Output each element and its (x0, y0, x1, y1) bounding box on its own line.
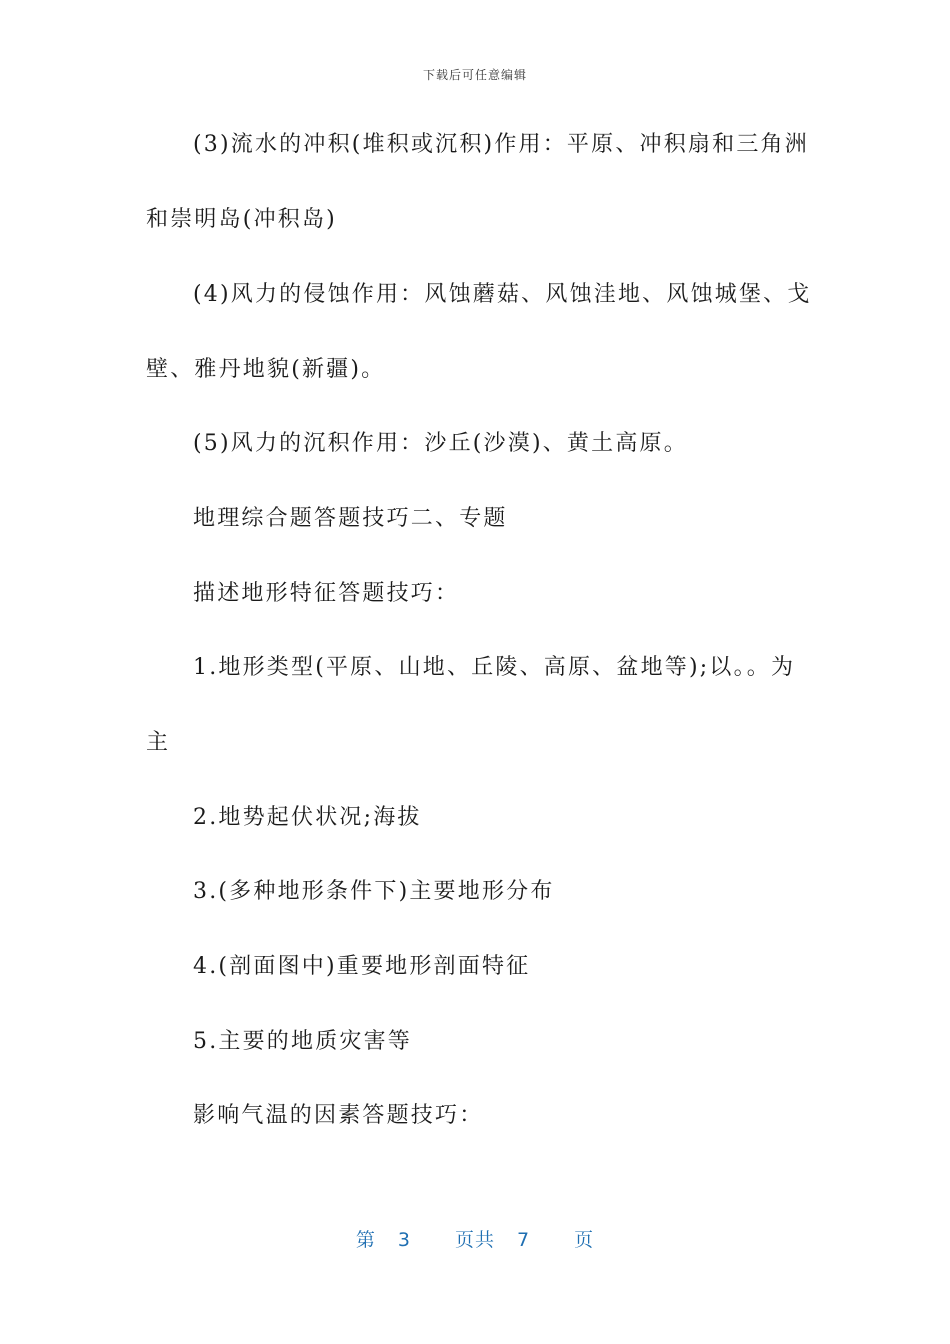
list-item: 5.主要的地质灾害等 (193, 1029, 412, 1054)
list-item: 2.地势起伏状况;海拔 (193, 805, 422, 830)
footer-middle: 页共 (454, 1229, 495, 1251)
paragraph-line: (3)流水的冲积(堆积或沉积)作用：平原、冲积扇和三角洲 (193, 132, 809, 157)
list-item-continuation: 主 (146, 730, 171, 755)
paragraph-line: 壁、雅丹地貌(新疆)。 (146, 357, 386, 382)
footer-suffix: 页 (574, 1229, 595, 1251)
list-item: 3.(多种地形条件下)主要地形分布 (193, 879, 555, 904)
current-page-number: 3 (397, 1229, 411, 1251)
list-item: 1.地形类型(平原、山地、丘陵、高原、盆地等);以。。为 (193, 655, 796, 680)
paragraph-line: (4)风力的侵蚀作用：风蚀蘑菇、风蚀洼地、风蚀城堡、戈 (193, 282, 812, 307)
header-note: 下载后可任意编辑 (422, 68, 527, 82)
subsection-heading: 描述地形特征答题技巧： (193, 581, 460, 606)
page-footer (0, 1225, 950, 1252)
section-heading: 地理综合题答题技巧二、专题 (193, 506, 508, 531)
list-item: 4.(剖面图中)重要地形剖面特征 (193, 954, 531, 979)
subsection-heading: 影响气温的因素答题技巧： (193, 1103, 484, 1128)
total-pages-number: 7 (517, 1229, 531, 1251)
paragraph-line: (5)风力的沉积作用：沙丘(沙漠)、黄土高原。 (193, 431, 688, 456)
paragraph-line: 和崇明岛(冲积岛) (146, 207, 337, 232)
footer-prefix: 第 (355, 1229, 376, 1251)
